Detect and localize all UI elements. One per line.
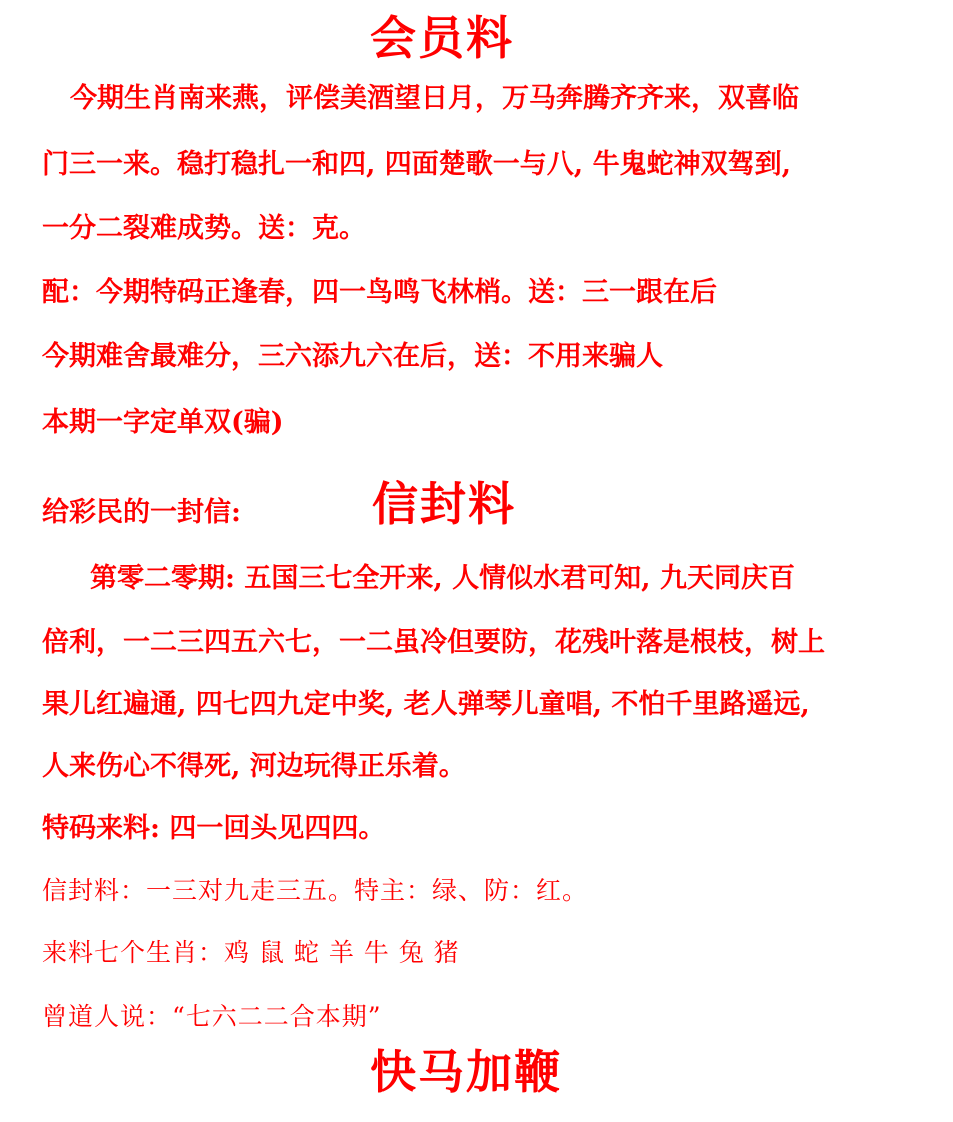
title-member-material: 会员料: [370, 11, 514, 65]
special-code-line: 特码来料: 四一回头见四四。: [42, 813, 386, 844]
member-line-2: 门三一来。稳打稳扎一和四, 四面楚歌一与八, 牛鬼蛇神双驾到,: [42, 149, 791, 180]
member-line-6: 本期一字定单双(骗): [42, 407, 284, 438]
zodiac-line: 来料七个生肖：鸡 鼠 蛇 羊 牛 兔 猪: [42, 938, 460, 967]
letter-material-line: 信封料：一三对九走三五。特主：绿、防：红。: [42, 876, 589, 905]
taoist-saying-line: 曾道人说：“七六二二合本期”: [42, 1002, 382, 1031]
title-letter-material: 信封料: [372, 477, 516, 531]
member-line-3: 一分二裂难成势。送：克。: [42, 213, 366, 244]
member-line-1: 今期生肖南来燕，评偿美酒望日月，万马奔腾齐齐来，双喜临: [70, 83, 799, 114]
title-fast-horse: 快马加鞭: [370, 1045, 562, 1099]
member-line-4: 配：今期特码正逢春，四一鸟鸣飞林梢。送：三一跟在后: [42, 277, 717, 308]
letter-line-4: 人来伤心不得死, 河边玩得正乐着。: [42, 751, 466, 782]
letter-line-2: 倍利，一二三四五六七，一二虽冷但要防，花残叶落是根枝，树上: [42, 627, 825, 658]
letter-line-3: 果儿红遍通, 四七四九定中奖, 老人弹琴儿童唱, 不怕千里路遥远,: [42, 689, 810, 720]
letter-intro: 给彩民的一封信:: [42, 497, 241, 528]
member-line-5: 今期难舍最难分，三六添九六在后，送：不用来骗人: [42, 341, 663, 372]
letter-line-1: 第零二零期: 五国三七全开来, 人情似水君可知, 九天同庆百: [90, 563, 795, 594]
